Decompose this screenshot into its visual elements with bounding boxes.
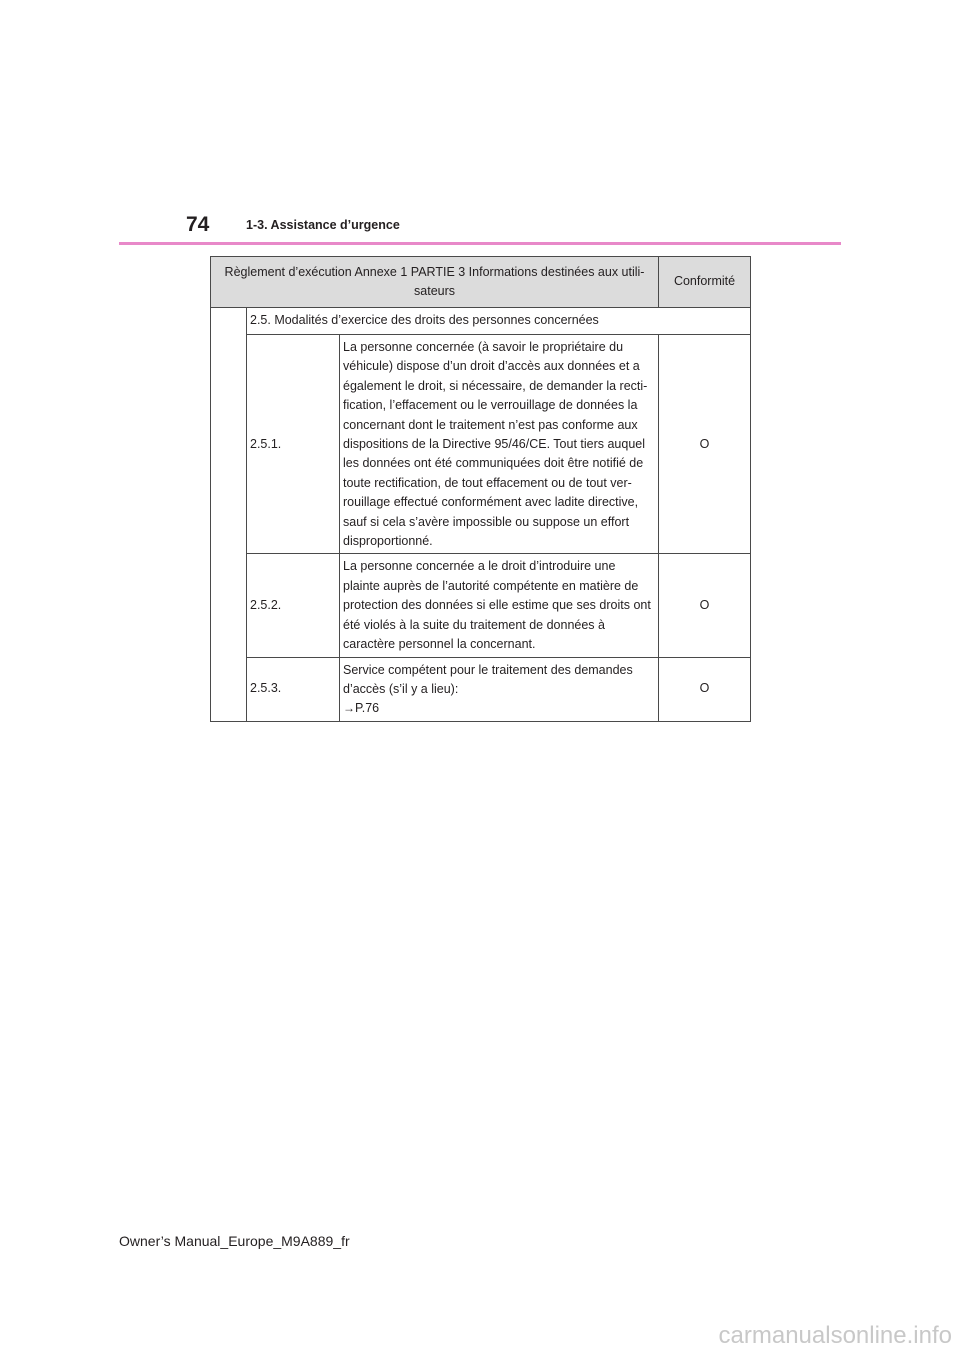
row-conformity: O xyxy=(659,335,751,554)
row-number: 2.5.2. xyxy=(247,554,340,657)
table-row xyxy=(211,554,751,657)
indent-cell xyxy=(211,308,247,722)
page-number: 74 xyxy=(186,213,210,236)
row-conformity: O xyxy=(659,657,751,721)
table-header-row xyxy=(211,257,751,308)
page-reference-link[interactable]: P.76 xyxy=(355,701,380,716)
header-conformity: Conformité xyxy=(659,257,751,308)
row-text: La personne concernée a le droit d’introduire une plainte auprès de l’autorité compétente en matière de protection des données si elle estime que ses droits ont été violés à la suite du traitement de données à caractère personnel la concernant. xyxy=(340,554,659,657)
row-text: La personne concernée (à savoir le propriétaire du véhicule) dispose d’un droit d’accès aux données et a également le droit, si nécessaire, de demander la recti-fication, l’effacement ou le verrouillage de données la concernant dont le traitement n’est pas conforme aux dispositions de la Directive 95/46/CE. Tout tiers auquel les données ont été communiquées doit être notifié de toute rectification, de tout effacement ou de tout ver-rouillage effectué conformément avec ladite directive, sauf si cela s’avère impossible ou suppose un effort disproportionné. xyxy=(340,335,659,554)
header-divider xyxy=(119,242,841,245)
section-heading: 2.5. Modalités d’exercice des droits des personnes concernées xyxy=(247,308,751,335)
footer-manual-id: Owner’s Manual_Europe_M9A889_fr xyxy=(119,1233,350,1249)
row-conformity: O xyxy=(659,554,751,657)
row-number: 2.5.1. xyxy=(247,335,340,554)
section-title: 1-3. Assistance d’urgence xyxy=(246,218,400,232)
table-row xyxy=(211,335,751,554)
header-regulation: Règlement d’exécution Annexe 1 PARTIE 3 Informations destinées aux utili-sateurs xyxy=(211,257,659,308)
row-text xyxy=(340,657,659,721)
table-row xyxy=(211,657,751,721)
arrow-icon: → xyxy=(343,701,355,716)
row-number: 2.5.3. xyxy=(247,657,340,721)
table-section-row xyxy=(211,308,751,335)
regulation-table xyxy=(210,256,751,722)
watermark: carmanualsonline.info xyxy=(718,1322,952,1349)
row-text-body: Service compétent pour le traitement des demandes d’accès (s’il y a lieu): xyxy=(343,662,633,696)
